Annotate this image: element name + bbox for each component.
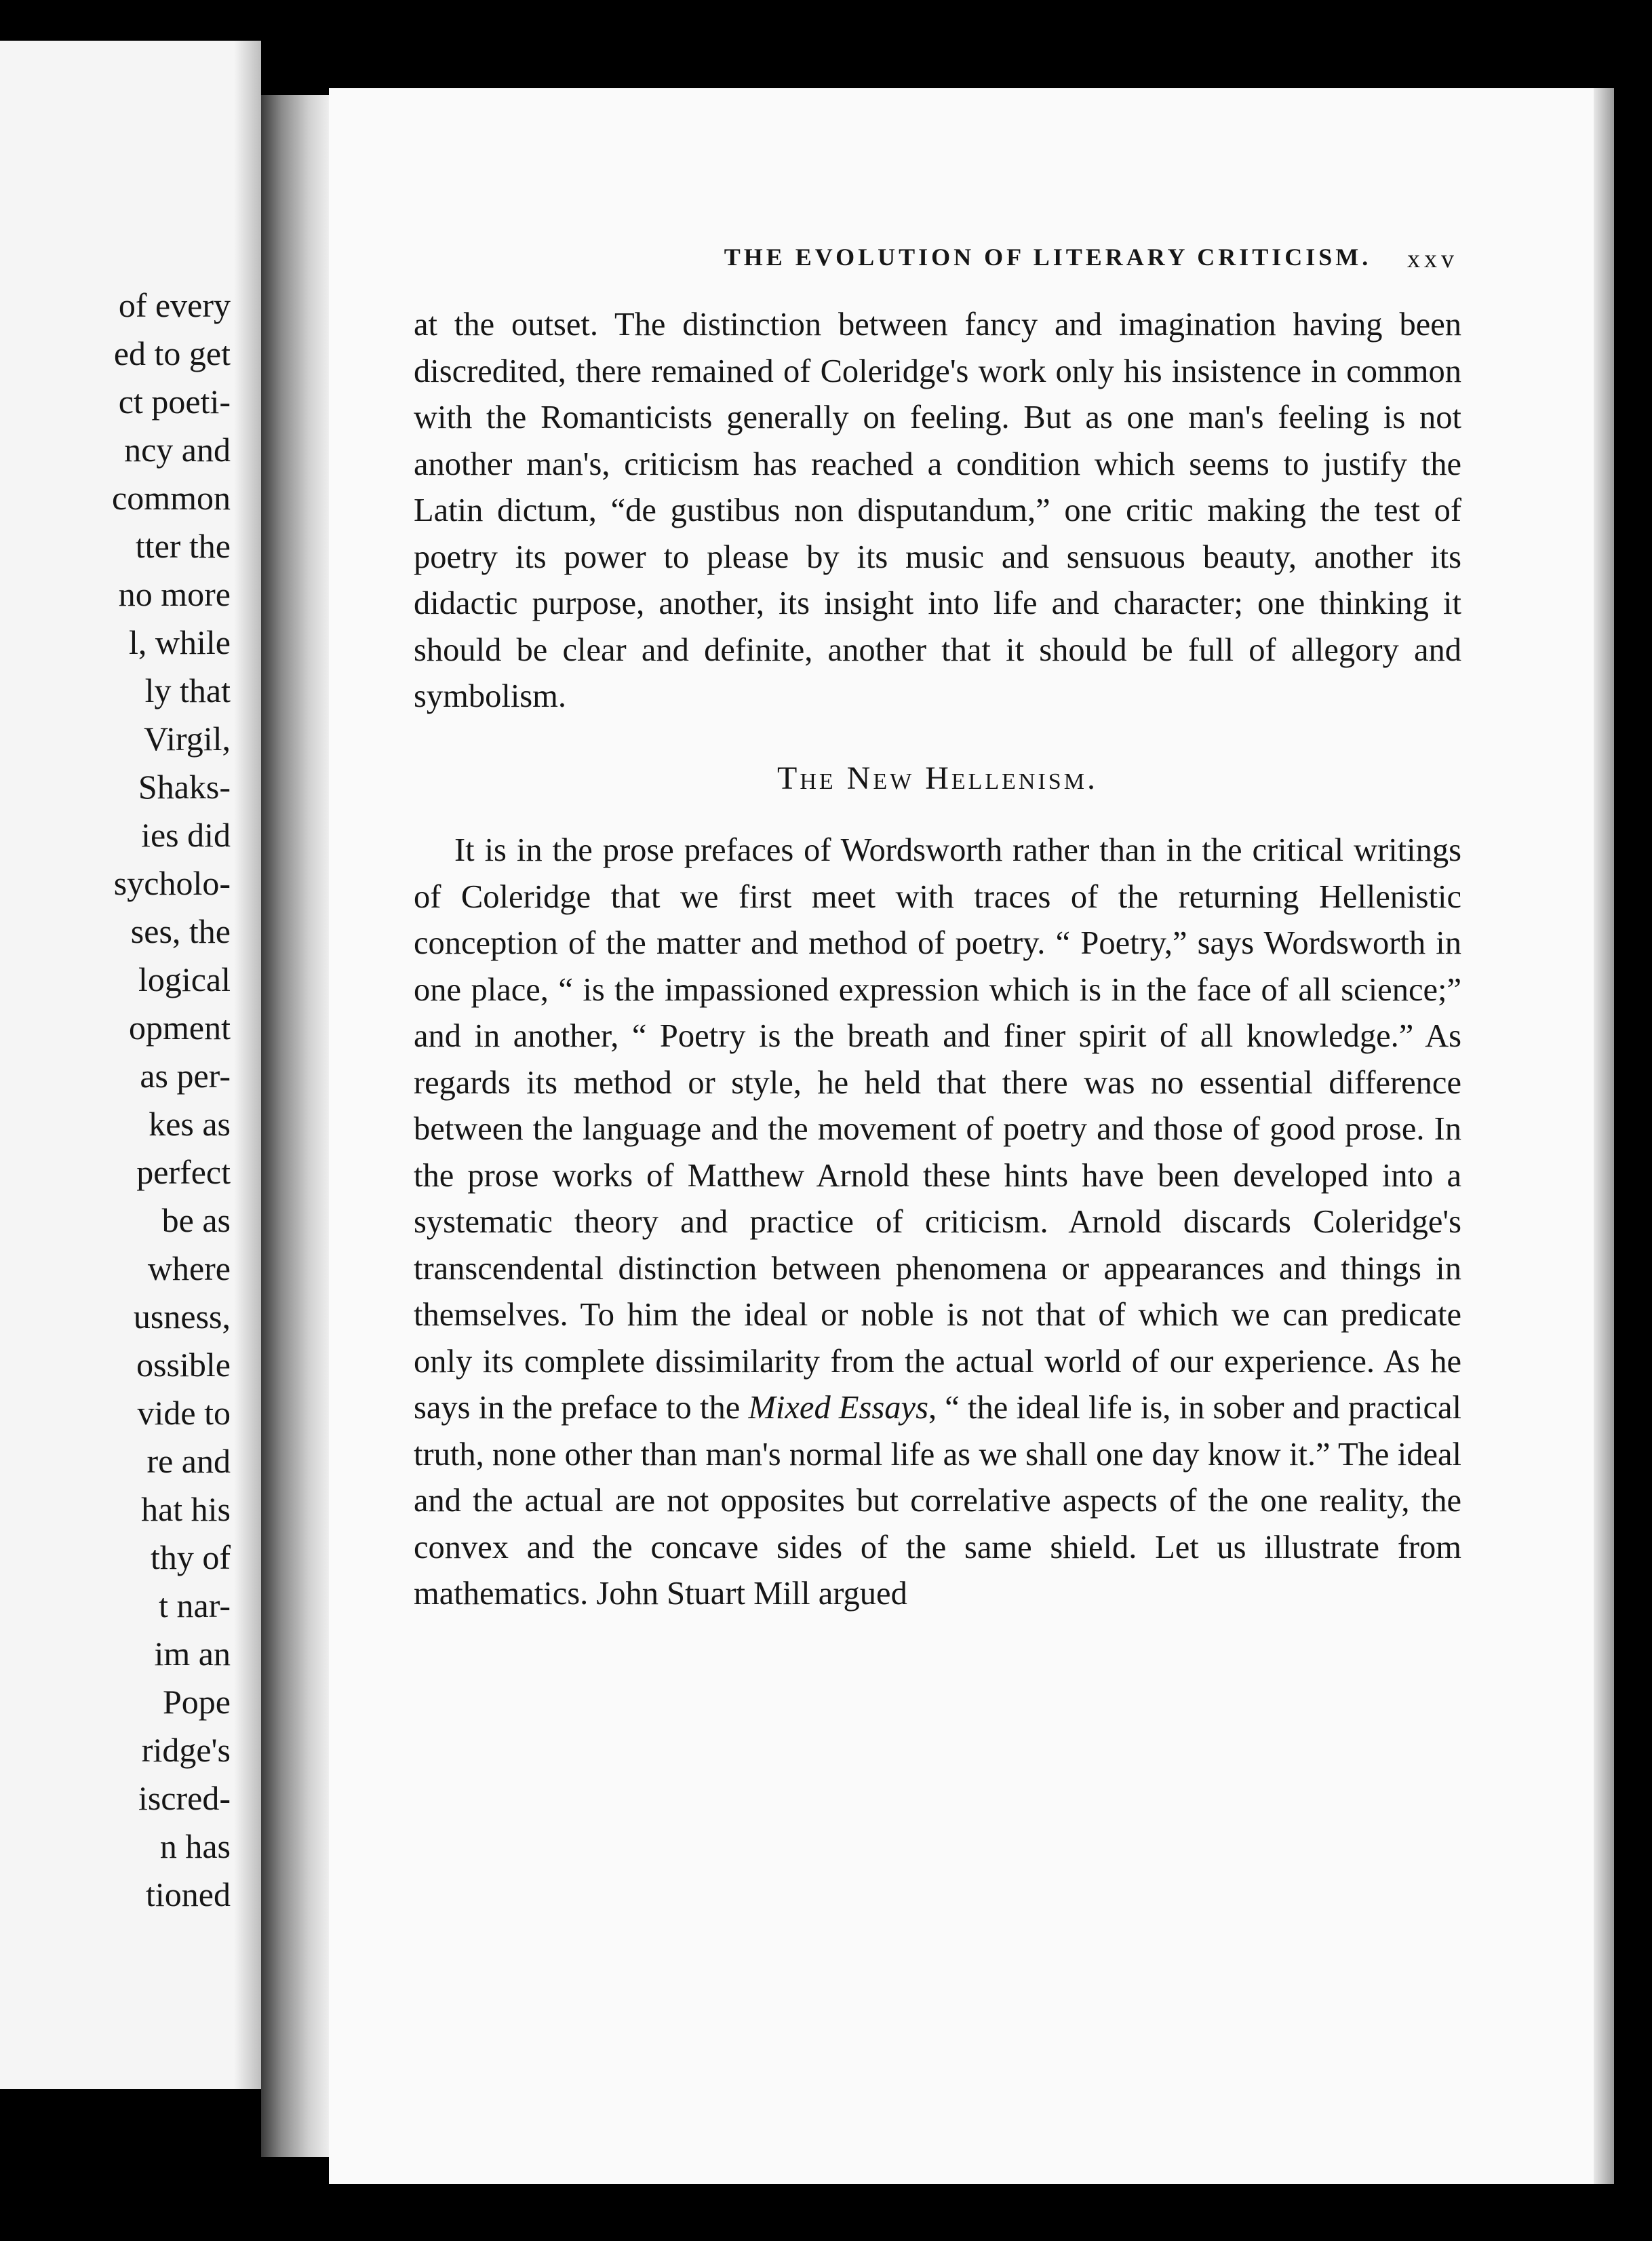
- left-page-line: sycholo-: [113, 864, 231, 902]
- left-page-line: Shaks-: [138, 768, 231, 806]
- left-page-line: be as: [161, 1201, 231, 1239]
- left-page-line: kes as: [149, 1105, 231, 1143]
- left-page-line: im an: [154, 1635, 231, 1673]
- book-gutter: [261, 95, 329, 2157]
- left-page-line: of every: [118, 286, 231, 324]
- left-page-line: ct poeti-: [118, 383, 231, 421]
- left-page-line: vide to: [137, 1394, 231, 1432]
- left-page-line: where: [147, 1249, 231, 1287]
- left-page-line: re and: [146, 1442, 231, 1480]
- paragraph-text: , “ the ideal life is, in sober and practical truth, none other than man's normal life as we shall one day know it.” The ideal and the actual are not opposites but correlative aspects of the one reality, the convex and the concave sides of the same shield. Let us illustrate from mathematics. John Stuart Mill argued: [414, 1390, 1461, 1612]
- left-page-line: ncy and: [124, 431, 231, 469]
- left-page-line: logical: [138, 960, 231, 998]
- left-page-line: no more: [118, 575, 231, 613]
- left-page-line: opment: [129, 1009, 231, 1047]
- left-page-line: tioned: [146, 1875, 231, 1913]
- left-page-line: ly that: [144, 671, 231, 709]
- left-page-line: ies did: [141, 816, 231, 854]
- left-page-text: [0, 281, 231, 1919]
- body-text: [414, 302, 1461, 1618]
- running-head: THE EVOLUTION OF LITERARY CRITICISM.: [724, 243, 1372, 271]
- left-page-line: Virgil,: [143, 720, 231, 758]
- left-page-line: usness,: [133, 1298, 231, 1336]
- paragraph-text: It is in the prose prefaces of Wordsworth rather than in the critical writings of Coleridge that we first meet with traces of the returning Hellenistic conception of the matter and method of poetry. “ Poetry,” says Wordsworth in one place, “ is the impassioned expression which is in the face of all science;” and in another, “ Poetry is the breath and finer spirit of all knowledge.” As regards its method or style, he held that there was no essential difference between the language and the movement of poetry and those of good prose. In the prose works of Matthew Arnold these hints have been developed into a systematic theory and practice of criticism. Arnold discards Coleridge's transcendental distinction between phenomena or appearances and things in themselves. To him the ideal or noble is not that of which we can predicate only its complete dissimilarity from the actual world of our experience. As he says in the preface to the: [414, 832, 1461, 1426]
- paragraph: at the outset. The distinction between fancy and imagination having been discredited, there remained of Coleridge's work only his insistence in common with the Romanticists generally on feeling. But as one man's feeling is not another man's, criticism has reached a condition which seems to justify the Latin dictum, “de gustibus non disputandum,” one critic making the test of poetry its power to please by its music and sensuous beauty, another its didactic purpose, another, its insight into life and character; one thinking it should be clear and definite, another that it should be full of allegory and symbolism.: [414, 307, 1461, 714]
- left-page-line: perfect: [136, 1153, 231, 1191]
- page-edge: [1594, 88, 1614, 2184]
- left-page-line: as per-: [140, 1057, 231, 1095]
- left-page-line: hat his: [141, 1490, 231, 1528]
- left-page-line: iscred-: [138, 1779, 231, 1817]
- left-page-line: ossible: [136, 1346, 231, 1384]
- left-page-line: ridge's: [141, 1731, 231, 1769]
- book-title: Mixed Essays: [748, 1390, 928, 1426]
- left-page-line: common: [112, 479, 231, 517]
- left-page-line: tter the: [135, 527, 231, 565]
- page-number: xxv: [1407, 245, 1458, 273]
- left-page: [0, 41, 261, 2089]
- paragraph: [414, 827, 1461, 1618]
- left-page-line: ses, the: [130, 912, 231, 950]
- section-heading: The New Hellenism.: [777, 760, 1098, 796]
- left-page-line: t nar-: [159, 1586, 231, 1624]
- left-page-line: ed to get: [113, 334, 231, 372]
- left-page-line: l, while: [129, 623, 231, 661]
- left-page-line: thy of: [150, 1538, 231, 1576]
- page-fold-shadow: [234, 41, 261, 2089]
- right-page: [329, 88, 1594, 2184]
- left-page-line: Pope: [163, 1683, 231, 1721]
- left-page-line: n has: [159, 1827, 231, 1865]
